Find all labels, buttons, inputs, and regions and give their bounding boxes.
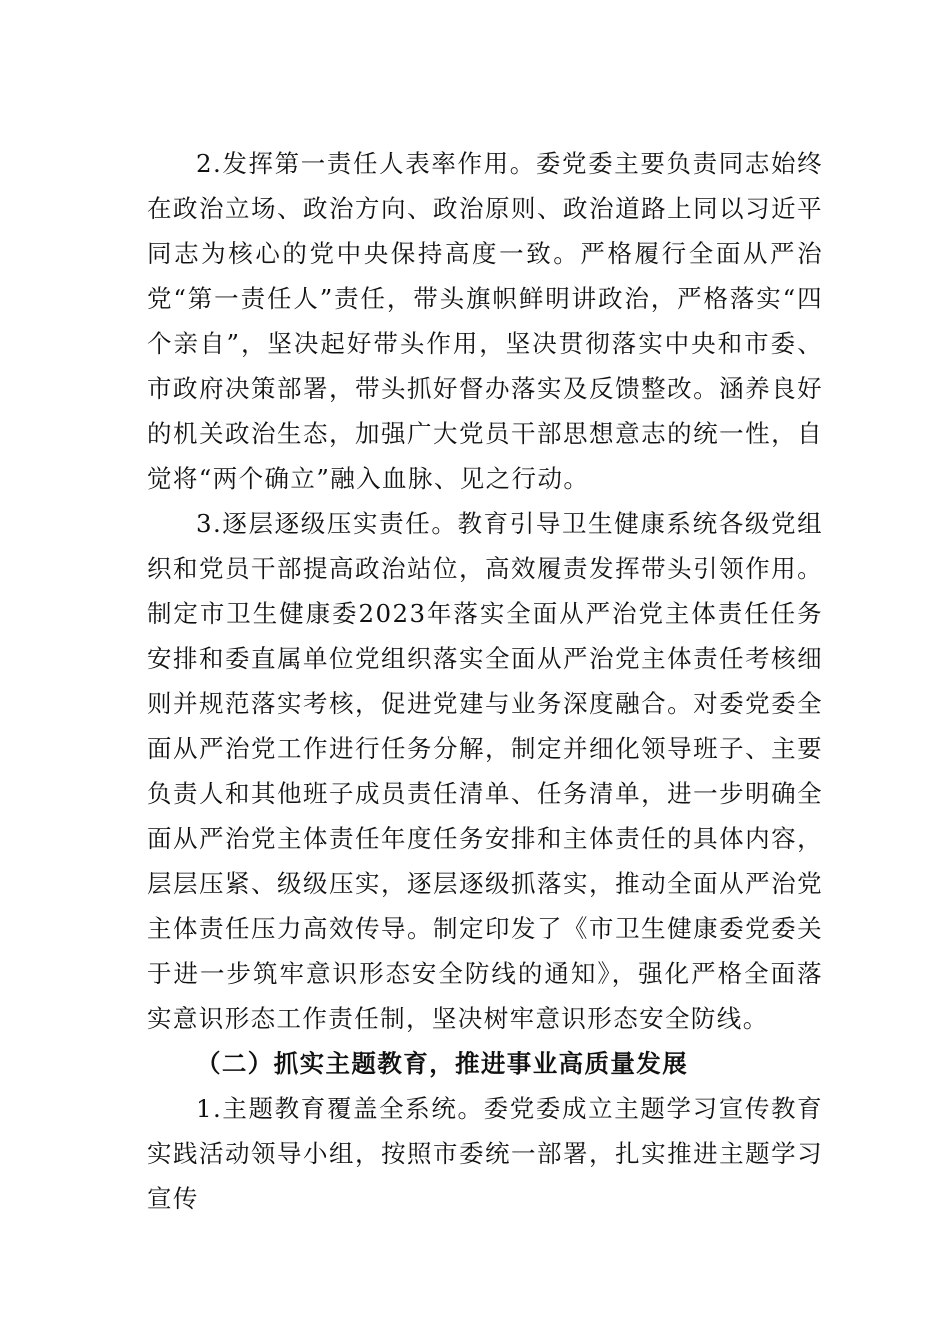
paragraph-first-responsible-person: 2.发挥第一责任人表率作用。委党委主要负责同志始终在政治立场、政治方向、政治原则、政治道路上同以习近平同志为核心的党中央保持高度一致。严格履行全面从严治党“第一责任人”责任，带头旗帜鲜明讲政治，严格落实“四个亲自”，坚决起好带头作用，坚决贯彻落实中央和市委、市政府决策部署，带头抓好督办落实及反馈整改。涵养良好的机关政治生态，加强广大党员干部思想意志的统一性，自觉将“两个确立”融入血脉、见之行动。 — [147, 149, 823, 493]
document-body — [147, 141, 823, 1221]
paragraph-layer-by-layer-responsibility: 3.逐层逐级压实责任。教育引导卫生健康系统各级党组织和党员干部提高政治站位，高效履责发挥带头引领作用。制定市卫生健康委2023年落实全面从严治党主体责任任务安排和委直属单位党组织落实全面从严治党主体责任考核细则并规范落实考核，促进党建与业务深度融合。对委党委全面从严治党工作进行任务分解，制定并细化领导班子、主要负责人和其他班子成员责任清单、任务清单，进一步明确全面从严治党主体责任年度任务安排和主体责任的具体内容，层层压紧、级级压实，逐层逐级抓落实，推动全面从严治党主体责任压力高效传导。制定印发了《市卫生健康委党委关于进一步筑牢意识形态安全防线的通知》，强化严格全面落实意识形态工作责任制，坚决树牢意识形态安全防线。 — [147, 509, 823, 1033]
section-heading-theme-education: （二）抓实主题教育，推进事业高质量发展 — [196, 1049, 689, 1078]
paragraph-theme-education-coverage: 1.主题教育覆盖全系统。委党委成立主题学习宣传教育实践活动领导小组，按照市委统一部署，扎实推进主题学习宣传 — [147, 1094, 823, 1213]
